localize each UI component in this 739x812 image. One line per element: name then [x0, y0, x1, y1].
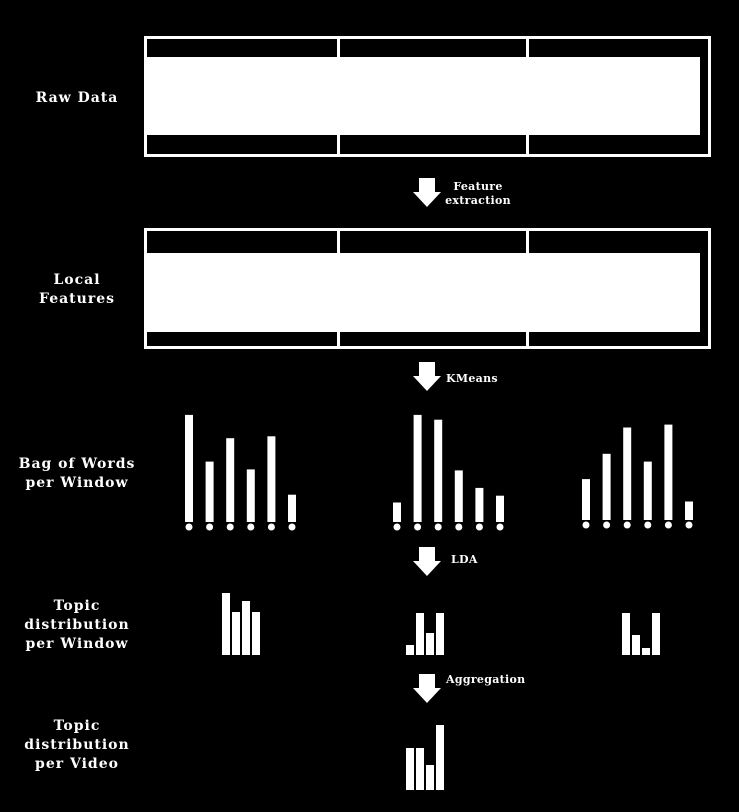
bar-chart-3 [582, 425, 693, 529]
bar-dot-3-5 [665, 522, 672, 529]
bar-5-4 [436, 613, 444, 655]
bar-3-5 [664, 425, 672, 520]
bar-chart-4 [222, 593, 260, 655]
bar-2-2 [414, 415, 422, 522]
step-label-feature-extraction: Feature extraction [445, 180, 511, 207]
arrow-aggregation-icon [413, 674, 441, 703]
bar-dot-2-2 [414, 524, 421, 531]
bar-dot-1-1 [186, 524, 193, 531]
bar-dot-2-4 [455, 524, 462, 531]
step-label-aggregation: Aggregation [446, 673, 526, 686]
arrow-kmeans-icon [413, 362, 441, 391]
bar-dot-1-5 [268, 524, 275, 531]
bar-2-5 [475, 488, 483, 522]
bar-dot-1-6 [289, 524, 296, 531]
bar-4-3 [242, 601, 250, 655]
bar-3-4 [644, 462, 652, 520]
bar-dot-1-3 [227, 524, 234, 531]
bar-5-3 [426, 633, 434, 655]
raw-data-panel [146, 37, 710, 156]
bar-6-1 [622, 613, 630, 655]
bar-6-2 [632, 635, 640, 655]
bar-7-3 [426, 765, 434, 790]
bar-1-5 [267, 436, 275, 522]
step-label-kmeans: KMeans [446, 372, 498, 385]
bar-1-2 [206, 462, 214, 522]
bar-dot-3-6 [686, 522, 693, 529]
bar-2-3 [434, 420, 442, 522]
bar-3-3 [623, 428, 631, 521]
step-label-lda: LDA [451, 553, 478, 566]
bar-4-4 [252, 612, 260, 655]
charts-layer [185, 415, 693, 790]
bar-dot-2-5 [476, 524, 483, 531]
bar-3-6 [685, 502, 693, 521]
bar-5-1 [406, 645, 414, 655]
bar-dot-2-3 [435, 524, 442, 531]
bar-dot-3-2 [603, 522, 610, 529]
bar-chart-6 [622, 613, 660, 655]
bar-1-4 [247, 469, 255, 522]
arrow-lda-icon [413, 547, 441, 576]
bar-dot-3-4 [644, 522, 651, 529]
stage-label-local-features: Local Features [39, 272, 115, 307]
bar-1-3 [226, 438, 234, 522]
bar-2-1 [393, 503, 401, 523]
bar-4-1 [222, 593, 230, 655]
bar-dot-3-3 [624, 522, 631, 529]
bar-3-2 [603, 454, 611, 520]
stage-label-bag-of-words: Bag of Words per Window [18, 456, 136, 491]
bar-2-6 [496, 496, 504, 522]
bar-6-4 [652, 613, 660, 655]
local-features-panel [146, 229, 710, 348]
stage-label-raw-data: Raw Data [35, 90, 119, 106]
bar-chart-7 [406, 725, 444, 790]
bar-dot-2-1 [394, 524, 401, 531]
bar-chart-1 [185, 415, 296, 531]
bar-3-1 [582, 479, 590, 520]
local-features-band [147, 253, 700, 332]
bar-7-4 [436, 725, 444, 790]
bar-7-2 [416, 748, 424, 790]
bar-1-6 [288, 495, 296, 522]
raw-data-signal-band [147, 57, 700, 135]
bar-7-1 [406, 748, 414, 790]
bar-2-4 [455, 470, 463, 522]
bar-dot-3-1 [583, 522, 590, 529]
bar-dot-1-4 [247, 524, 254, 531]
stage-label-topic-window: Topic distribution per Window [24, 598, 130, 652]
bar-dot-1-2 [206, 524, 213, 531]
bar-1-1 [185, 415, 193, 522]
bar-chart-5 [406, 613, 444, 655]
bar-dot-2-6 [497, 524, 504, 531]
bar-chart-2 [393, 415, 504, 531]
arrow-feature-extraction-icon [413, 178, 441, 207]
bar-5-2 [416, 613, 424, 655]
bar-6-3 [642, 648, 650, 655]
stage-label-topic-video: Topic distribution per Video [24, 718, 130, 772]
bar-4-2 [232, 612, 240, 655]
